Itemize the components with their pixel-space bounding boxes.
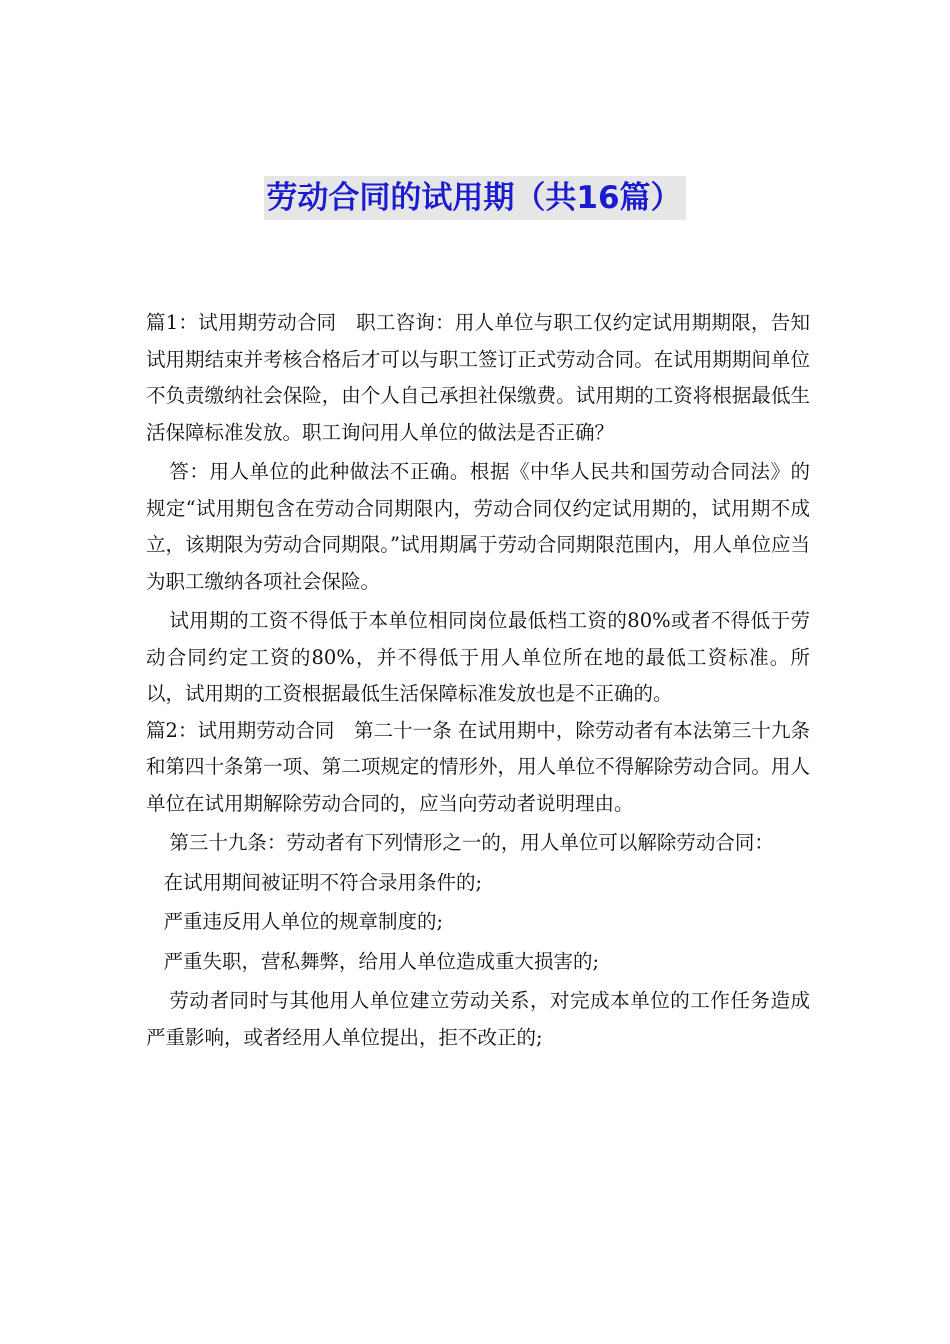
paragraph-article-2: 篇2：试用期劳动合同 第二十一条 在试用期中，除劳动者有本法第三十九条和第四十条第一项、第二项规定的情形外，用人单位不得解除劳动合同。用人单位在试用期解除劳动合同的，应当向劳动者说明理由。 [146, 718, 810, 815]
title-container [0, 176, 950, 220]
paragraph-article-1-question: 篇1：试用期劳动合同 职工咨询：用人单位与职工仅约定试用期期限，告知试用期结束并考核合格后才可以与职工签订正式劳动合同。在试用期期间单位不负责缴纳社会保险，由个人自己承担社保缴费。试用期的工资将根据最低生活保障标准发放。职工询问用人单位的做法是否正确？ [146, 311, 810, 444]
paragraph-article-1-answer: 答：用人单位的此种做法不正确。根据《中华人民共和国劳动合同法》的规定“试用期包含在劳动合同期限内，劳动合同仅约定试用期的，试用期不成立，该期限为劳动合同期限。”试用期属于劳动合同期限范围内，用人单位应当为职工缴纳各项社会保险。 [146, 460, 810, 593]
paragraph-article-1-wage: 试用期的工资不得低于本单位相同岗位最低档工资的80%或者不得低于劳动合同约定工资的80%，并不得低于用人单位所在地的最低工资标准。所以，试用期的工资根据最低生活保障标准发放也是不正确的。 [146, 609, 810, 705]
list-item: 在试用期间被证明不符合录用条件的; [163, 870, 483, 894]
list-item: 严重违反用人单位的规章制度的; [163, 910, 444, 933]
document-title: 劳动合同的试用期（共16篇） [264, 176, 685, 220]
list-item: 严重失职，营私舞弊，给用人单位造成重大损害的; [163, 949, 600, 973]
list-item: 劳动者同时与其他用人单位建立劳动关系，对完成本单位的工作任务造成严重影响，或者经用人单位提出，拒不改正的; [146, 989, 810, 1049]
paragraph-article-39: 第三十九条：劳动者有下列情形之一的，用人单位可以解除劳动合同： [169, 831, 774, 854]
document-body [146, 305, 810, 1056]
